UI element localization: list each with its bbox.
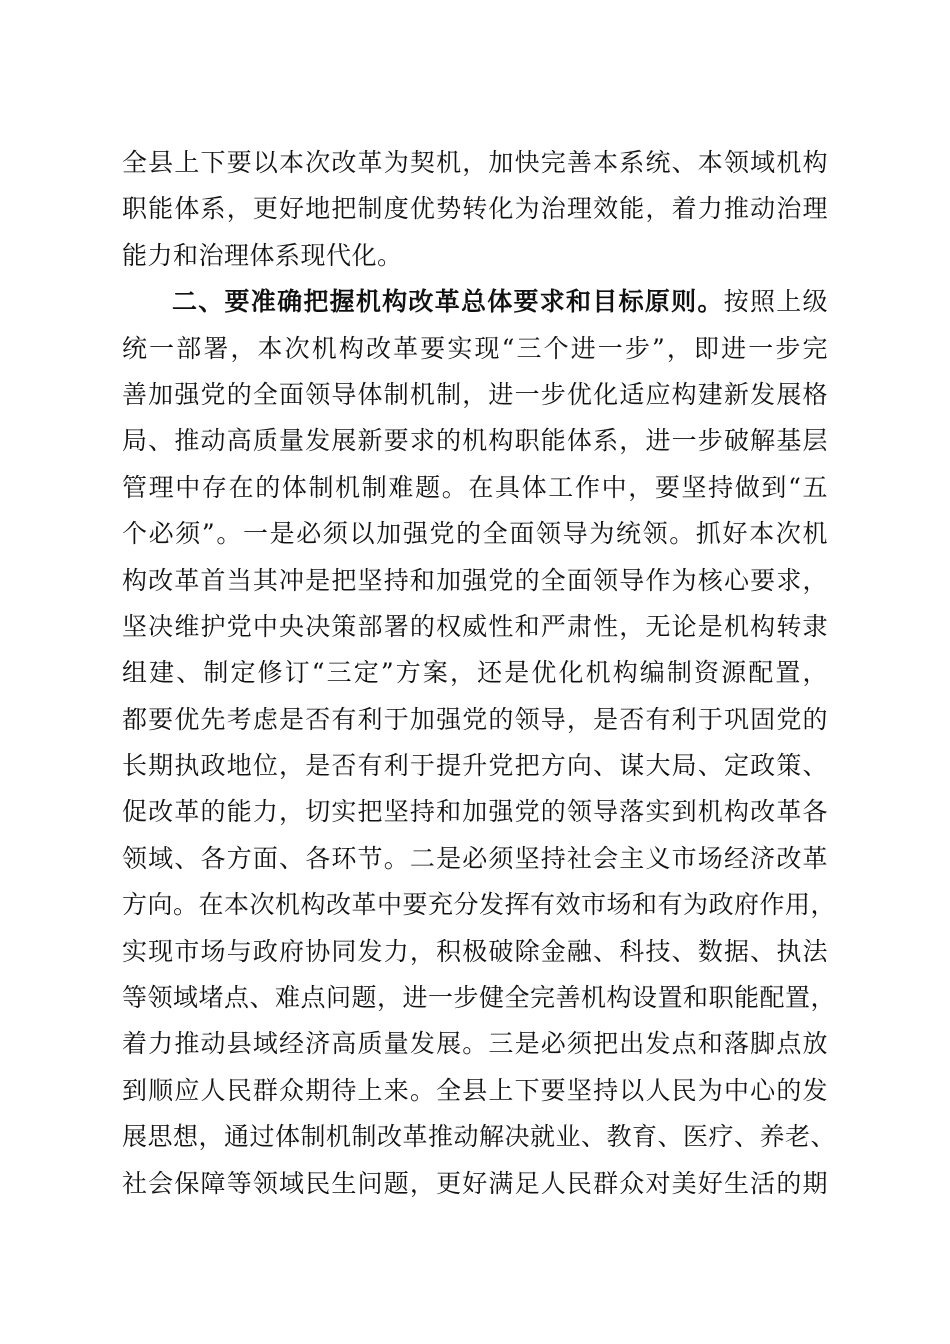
text-line: 领域、各方面、各环节。二是必须坚持社会主义市场经济改革: [122, 843, 828, 873]
heading-line: [122, 279, 828, 325]
document-body: [122, 140, 837, 1207]
paragraph-1: [122, 140, 828, 279]
text-line: 着力推动县域经济高质量发展。三是必须把出发点和落脚点放: [122, 1029, 828, 1059]
text-line: 统一部署，本次机构改革要实现“三个进一步”，即进一步完: [122, 333, 828, 363]
text-line: 促改革的能力，切实把坚持和加强党的领导落实到机构改革各: [122, 797, 828, 827]
section-heading: 二、要准确把握机构改革总体要求和目标原则。: [172, 287, 724, 317]
text-line: 组建、制定修订“三定”方案，还是优化机构编制资源配置，: [122, 658, 828, 688]
text-line: 个必须”。一是必须以加强党的全面领导为统领。抓好本次机: [122, 519, 828, 549]
paragraph-2: [122, 279, 837, 1207]
text-line: 社会保障等领域民生问题，更好满足人民群众对美好生活的期: [122, 1168, 828, 1198]
text-line: 到顺应人民群众期待上来。全县上下要坚持以人民为中心的发: [122, 1075, 828, 1105]
text-line: 构改革首当其冲是把坚持和加强党的全面领导作为核心要求，: [122, 565, 828, 595]
text-line: 方向。在本次机构改革中要充分发挥有效市场和有为政府作用，: [122, 890, 837, 920]
text-line: 全县上下要以本次改革为契机，加快完善本系统、本领域机构: [122, 148, 828, 177]
text-line: 坚决维护党中央决策部署的权威性和严肃性，无论是机构转隶: [122, 611, 828, 641]
text-line: 等领域堵点、难点问题，进一步健全完善机构设置和职能配置，: [122, 983, 837, 1013]
text-line: 长期执政地位，是否有利于提升党把方向、谋大局、定政策、: [122, 751, 828, 781]
text-line: 都要优先考虑是否有利于加强党的领导，是否有利于巩固党的: [122, 704, 828, 734]
text-line: 局、推动高质量发展新要求的机构职能体系，进一步破解基层: [122, 426, 828, 456]
text-line: 能力和治理体系现代化。: [122, 240, 403, 270]
text-line: 善加强党的全面领导体制机制，进一步优化适应构建新发展格: [122, 379, 828, 409]
text-line: 展思想，通过体制机制改革推动解决就业、教育、医疗、养老、: [122, 1122, 837, 1152]
text-line: 职能体系，更好地把制度优势转化为治理效能，着力推动治理: [122, 194, 828, 224]
heading-line-rest: 按照上级: [723, 287, 828, 317]
text-line: 实现市场与政府协同发力，积极破除金融、科技、数据、执法: [122, 936, 828, 966]
text-line: 管理中存在的体制机制难题。在具体工作中，要坚持做到“五: [122, 472, 828, 502]
